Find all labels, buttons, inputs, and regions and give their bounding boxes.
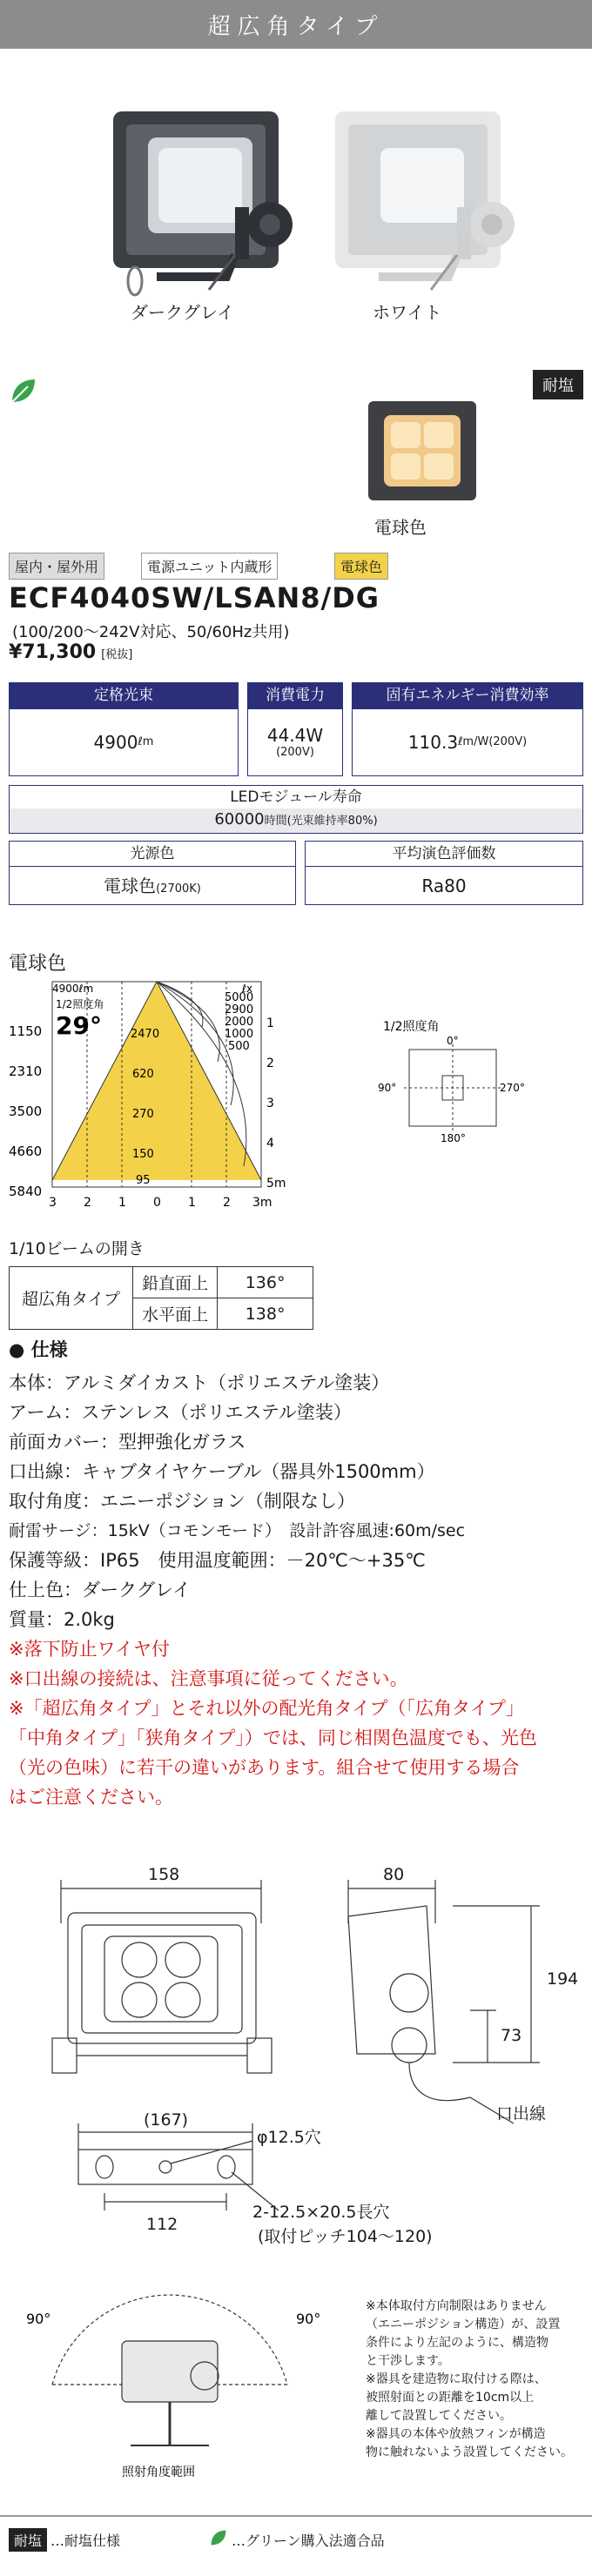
lux-1000: 1000 [225, 1028, 254, 1041]
right-tick-2: 2 [266, 1057, 274, 1070]
price-row [9, 641, 132, 663]
light-color-header: 光源色 [10, 842, 295, 867]
legend-salt-badge: 耐塩 [9, 2528, 47, 2552]
red-note: はご注意ください。 [9, 1787, 173, 1808]
mounting-note: と干渉します。 [366, 2354, 450, 2368]
left-tick-3500: 3500 [9, 1104, 43, 1119]
mounting-notes [366, 2298, 588, 2462]
model-number: ECF4040SW/LSAN8/DG [9, 581, 380, 614]
right-tick-3: 3 [266, 1097, 274, 1110]
dim-194: 194 [547, 1969, 579, 1989]
spec-item: 耐雷サージ：15kV（コモンモード） 設計許容風速:60m/sec [9, 1521, 466, 1540]
beam-row-vertical [10, 1267, 313, 1298]
mounting-note: 物に触れないよう設置してください。 [366, 2445, 573, 2459]
x-tick-4: 1 [188, 1196, 196, 1210]
beam-label-vertical: 鉛直面上 [133, 1267, 218, 1298]
left-tick-4660: 4660 [9, 1144, 43, 1159]
red-note: ※口出線の接続は、注意事項に従ってください。 [9, 1668, 408, 1689]
dim-112: 112 [146, 2215, 178, 2234]
spec-list-heading: ● 仕様 [9, 1339, 68, 1360]
x-tick-6: 3m [252, 1196, 272, 1210]
lux-2000: 2000 [225, 1016, 254, 1029]
mounting-note: ※本体取付方向制限はありません [366, 2299, 547, 2313]
dim-167: (167) [144, 2110, 189, 2130]
light-color-box [9, 841, 296, 905]
mounting-note: ※器具の本体や放熱フィンが構造 [366, 2427, 546, 2441]
svg-text:1/2照度角: 1/2照度角 [383, 1020, 440, 1034]
product-image-white [318, 103, 527, 303]
left-tick-5840: 5840 [9, 1184, 43, 1199]
green-leaf-icon [9, 376, 38, 406]
pitch-label: (取付ピッチ104〜120) [258, 2227, 433, 2246]
chart-lux-unit: ℓx [242, 983, 253, 995]
caption-dark-grey: ダークグレイ [131, 302, 234, 323]
beam-type: 超広角タイプ [10, 1267, 133, 1330]
chart-half-label: 1/2照度角 [56, 998, 104, 1010]
lux-150: 150 [132, 1148, 154, 1161]
spec-header-efficiency: 固有エネルギー消費効率 [352, 682, 583, 708]
legend-green [209, 2528, 385, 2551]
beam-value-horizontal: 138° [218, 1298, 313, 1330]
spec-header-flux: 定格光束 [9, 682, 239, 708]
page-banner [0, 0, 592, 49]
salt-resistant-badge: 耐塩 [533, 370, 583, 399]
light-distribution-chart [0, 975, 366, 1236]
x-tick-3: 0 [153, 1196, 161, 1210]
hole-label: φ12.5穴 [257, 2128, 321, 2147]
red-note: （光の色味）に若干の違いがあります。組合せて使用する場合 [9, 1757, 520, 1778]
svg-text:0°: 0° [447, 1035, 459, 1047]
legend-salt-text: …耐塩仕様 [50, 2532, 121, 2549]
right-tick-5: 5m [266, 1177, 286, 1191]
angle-left: 90° [26, 2311, 51, 2327]
spec-item: アーム：ステンレス（ポリエステル塗装） [9, 1402, 352, 1423]
beam-title: 1/10ビームの開き [9, 1239, 145, 1258]
lamp-color-image [361, 394, 483, 507]
lux-2900: 2900 [225, 1003, 254, 1016]
tag-indoor-outdoor: 屋内・屋外用 [9, 553, 104, 580]
svg-text:90°: 90° [378, 1082, 397, 1094]
spec-header-power: 消費電力 [247, 682, 343, 708]
right-tick-4: 4 [266, 1137, 274, 1150]
right-tick-1: 1 [266, 1016, 274, 1030]
svg-text:270°: 270° [500, 1082, 525, 1094]
svg-text:180°: 180° [441, 1132, 466, 1144]
chart-section-title: 電球色 [9, 953, 67, 975]
spec-item: 仕上色：ダークグレイ [9, 1580, 191, 1600]
range-label: 照射角度範囲 [122, 2465, 195, 2479]
light-color-value: 電球色(2700K) [104, 875, 201, 896]
mounting-note: 被照射面との距離を10cm以上 [366, 2391, 535, 2405]
spec-efficiency-cell: 110.3 ℓm/W(200V) [352, 708, 583, 776]
angle-right: 90° [296, 2311, 321, 2327]
legend-divider [0, 2515, 592, 2517]
spec-item: 前面カバー：型押強化ガラス [9, 1432, 246, 1452]
chart-half-angle: 29° [56, 1011, 102, 1040]
cri-value: Ra80 [421, 875, 467, 896]
tax-note: [税抜] [101, 648, 133, 661]
lead-wire-label: 口出線 [496, 2104, 547, 2123]
dim-80: 80 [383, 1865, 405, 1884]
spec-item: 質量：2.0kg [9, 1609, 115, 1630]
mounting-note: （エニーポジション構造）が、設置 [366, 2318, 561, 2331]
banner-title: 超広角タイプ [207, 13, 385, 40]
spec-list [9, 1368, 583, 1812]
beam-value-vertical: 136° [218, 1267, 313, 1298]
slot-label: 2-12.5×20.5長穴 [252, 2203, 390, 2222]
mounting-note: 条件により左記のように、構造物 [366, 2336, 548, 2350]
tag-color: 電球色 [334, 553, 388, 580]
dim-73: 73 [501, 2026, 522, 2045]
life-header: LEDモジュール寿命 [10, 786, 582, 808]
mounting-range-diagram [0, 2289, 366, 2489]
x-tick-2: 1 [118, 1196, 126, 1210]
tag-power-unit: 電源ユニット内蔵形 [141, 553, 278, 580]
spec-power-cell: 44.4W (200V) [247, 708, 343, 776]
life-value-row: 60000時間(光束維持率80%) [10, 808, 582, 833]
mounting-note: ※器具を建造物に取付ける際は、 [366, 2372, 547, 2386]
dim-158: 158 [148, 1865, 180, 1884]
dimension-drawing [0, 1854, 592, 2289]
caption-white: ホワイト [373, 302, 442, 323]
red-note: ※落下防止ワイヤ付 [9, 1639, 170, 1660]
spec-item: 口出線：キャブタイヤケーブル（器具外1500mm） [9, 1461, 435, 1482]
red-note: ※「超広角タイプ」とそれ以外の配光角タイプ（「広角タイプ」 [9, 1698, 524, 1719]
lux-95: 95 [136, 1174, 151, 1187]
lux-500: 500 [228, 1040, 250, 1053]
half-angle-diagram [366, 1018, 540, 1157]
price: ¥71,300 [9, 641, 97, 663]
lux-270: 270 [132, 1108, 154, 1121]
lux-2470: 2470 [131, 1028, 160, 1041]
mounting-note: 離して設置してください。 [366, 2409, 512, 2423]
beam-table [9, 1266, 313, 1330]
lux-620: 620 [132, 1068, 154, 1081]
x-tick-1: 2 [84, 1196, 91, 1210]
voltage-info: (100/200〜242V対応、50/60Hz共用) [12, 623, 290, 641]
legend-salt [9, 2528, 120, 2552]
spec-item: 取付角度：エニーポジション（制限なし） [9, 1491, 356, 1512]
cri-box [305, 841, 583, 905]
red-note: 「中角タイプ」「狭角タイプ」）では、同じ相関色温度でも、光色 [9, 1727, 537, 1748]
lamp-color-caption: 電球色 [374, 517, 427, 538]
legend-leaf-icon [209, 2528, 228, 2551]
life-box [9, 785, 583, 834]
legend-green-text: …グリーン購入法適合品 [232, 2532, 385, 2549]
x-tick-5: 2 [223, 1196, 231, 1210]
spec-item: 本体：アルミダイカスト（ポリエステル塗装） [9, 1372, 390, 1393]
lux-5000: 5000 [225, 991, 254, 1004]
left-tick-1150: 1150 [9, 1023, 43, 1039]
left-tick-2310: 2310 [9, 1063, 43, 1079]
spec-item: 保護等級：IP65 使用温度範囲：－20℃〜+35℃ [9, 1550, 426, 1571]
spec-flux-cell: 4900 ℓm [9, 708, 239, 776]
x-tick-0: 3 [49, 1196, 57, 1210]
chart-lumen-label: 4900ℓm [52, 983, 94, 995]
beam-label-horizontal: 水平面上 [133, 1298, 218, 1330]
product-image-dark [96, 103, 305, 303]
cri-header: 平均演色評価数 [306, 842, 582, 867]
